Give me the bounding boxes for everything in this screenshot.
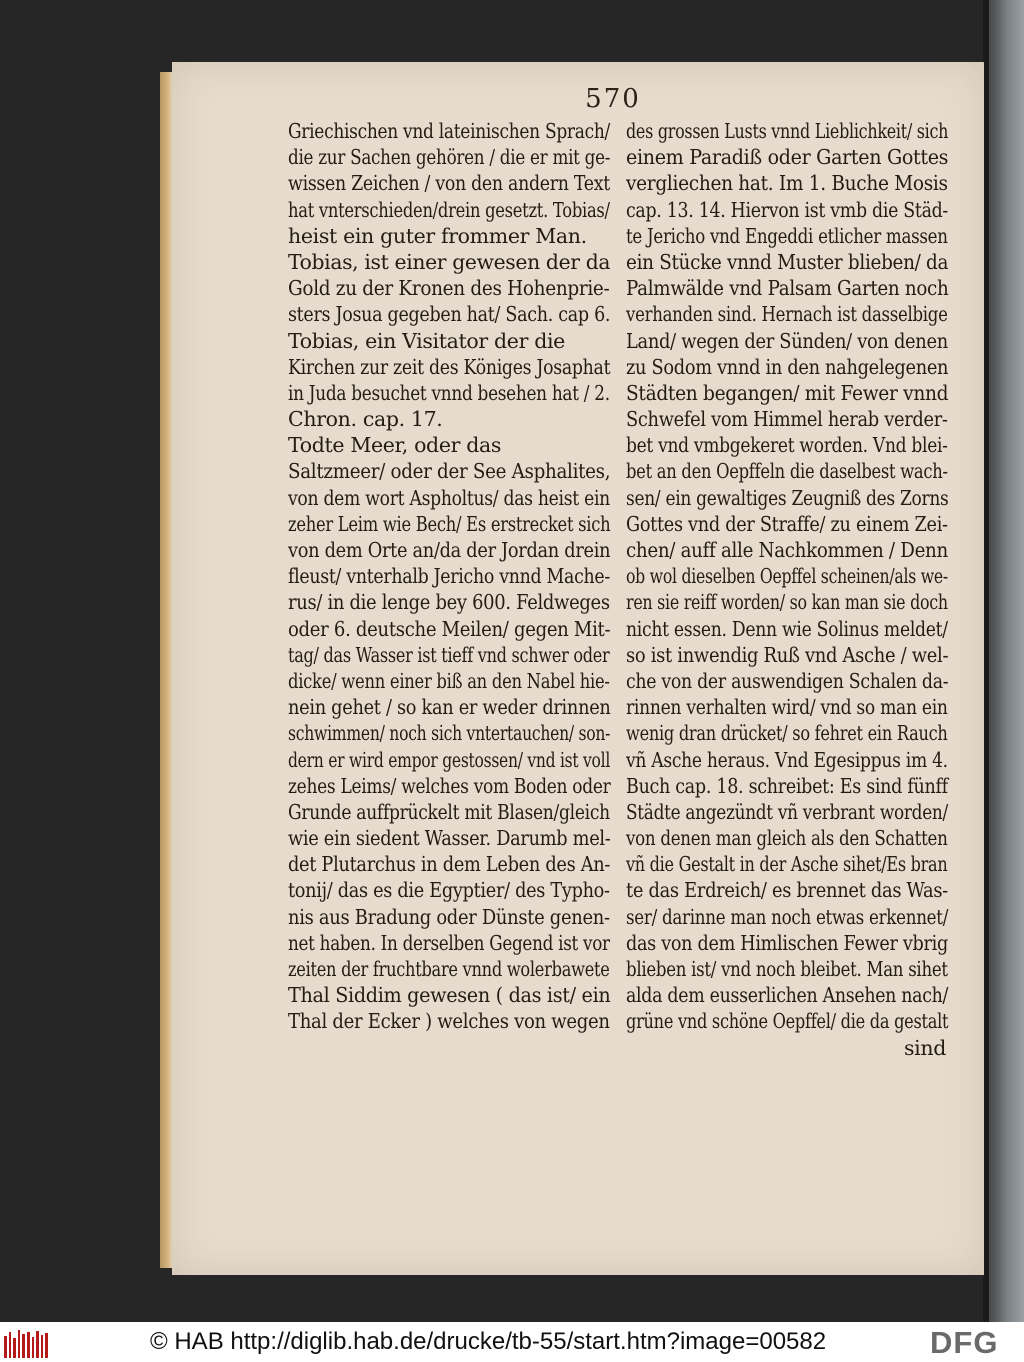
text-line: chen/ auff alle Nachkommen / Denn (626, 538, 948, 562)
text-line: dicke/ wenn einer biß an den Nabel hie- (288, 668, 610, 693)
text-line: Städten begangen/ mit Fewer vnnd (626, 380, 949, 405)
text-line: blieben ist/ vnd noch bleibet. Man sihet (626, 957, 948, 981)
text-line: sind (903, 1035, 946, 1060)
text-line: Chron. cap. 17. (288, 407, 443, 432)
text-line: Grunde auffprückelt mit Blasen/gleich (288, 799, 610, 824)
text-line: Land/ wegen der Sünden/ von denen (626, 328, 948, 353)
text-line: von denen man gleich als den Schatten (626, 826, 948, 851)
text-line: des grossen Lusts vnnd Lieblichkeit/ sich (626, 119, 949, 143)
text-line: ser/ darinne man noch etwas erkennet/ (626, 904, 949, 929)
text-line: tag/ das Wasser ist tieff vnd schwer oder (288, 642, 610, 667)
text-line: vergliechen hat. Im 1. Buche Mosis (626, 171, 948, 196)
text-line: hat vnterschieden/drein gesetzt. Tobias/ (288, 197, 610, 222)
text-line: zeiten der fruchtbare vnnd wolerbawete (288, 957, 610, 981)
hab-logo-icon (4, 1328, 48, 1358)
text-line: vñ Asche heraus. Vnd Egesippus im 4. (626, 747, 948, 772)
text-line: Thal Siddim gewesen ( das ist/ ein (288, 983, 611, 1008)
text-line: nein gehet / so kan er weder drinnen (288, 695, 611, 720)
text-line: te das Erdreich/ es brennet das Was- (626, 878, 948, 903)
text-line: zu Sodom vnnd in den nahgelegenen (626, 354, 949, 379)
text-line: bet an den Oepffeln die daselbest wach- (626, 459, 948, 484)
text-line: Griechischen vnd lateinischen Sprach/ (288, 119, 610, 143)
text-line: net haben. In derselben Gegend ist vor (288, 930, 610, 955)
text-line: oder 6. deutsche Meilen/ gegen Mit- (288, 616, 611, 641)
text-line: Tobias, ein Visitator der die (288, 328, 565, 353)
text-line: alda dem eusserlichen Ansehen nach/ (626, 983, 949, 1008)
text-line: ren sie reiff worden/ so kan man sie doch (626, 590, 948, 615)
text-line: cap. 13. 14. Hiervon ist vmb die Städ- (626, 197, 949, 222)
text-line: Thal der Ecker ) welches von wegen (288, 1009, 610, 1034)
text-line: so ist inwendig Ruß vnd Asche / wel- (626, 642, 949, 667)
text-line: nis aus Bradung oder Dünste genen- (288, 904, 610, 929)
text-line: fleust/ vnterhalb Jericho vnnd Mache- (288, 564, 610, 589)
text-line: Todte Meer, oder das (288, 433, 502, 458)
text-line: sen/ ein gewaltiges Zeugniß des Zorns (626, 485, 949, 510)
text-line: det Plutarchus in dem Leben des An- (288, 852, 611, 877)
text-line: schwimmen/ noch sich vntertauchen/ son- (288, 721, 611, 746)
text-line: ein Stücke vnnd Muster blieben/ da (626, 249, 949, 274)
text-line: in Juda besuchet vnnd besehen hat / 2. (288, 380, 610, 405)
text-line: wenig dran drücket/ so fehret ein Rauch (626, 721, 948, 746)
text-line: verhanden sind. Hernach ist dasselbige (626, 302, 948, 327)
text-line: Tobias, ist einer gewesen der da (288, 249, 611, 274)
text-line: Gold zu der Kronen des Hohenprie- (288, 276, 610, 301)
text-line: dern er wird empor gestossen/ vnd ist voll (288, 747, 611, 772)
text-line: nicht essen. Denn wie Solinus meldet/ (626, 616, 948, 641)
text-line: Gottes vnd der Straffe/ zu einem Zei- (626, 511, 948, 536)
footer-bar (0, 1322, 1024, 1362)
text-line: das von dem Himlischen Fewer vbrig (626, 930, 948, 955)
text-line: bet vnd vmbgekeret worden. Vnd blei- (626, 433, 948, 458)
text-line: grüne vnd schöne Oepffel/ die da gestalt (626, 1009, 949, 1034)
text-line: Buch cap. 18. schreibet: Es sind fünff (626, 773, 948, 798)
copyright-link[interactable]: © HAB http://diglib.hab.de/drucke/tb-55/start.htm?image=00582 (150, 1328, 827, 1355)
text-line: Saltzmeer/ oder der See Asphalites, (288, 459, 611, 484)
text-line: ob wol dieselben Oepffel scheinen/als we- (626, 564, 948, 589)
text-line: che von der auswendigen Schalen da- (626, 668, 949, 693)
text-line: te Jericho vnd Engeddi etlicher massen (626, 223, 948, 248)
text-line: Schwefel vom Himmel herab verder- (626, 407, 948, 432)
text-line: vñ die Gestalt in der Asche sihet/Es bran (626, 852, 948, 877)
left-text-column (288, 118, 611, 1035)
text-line: Städte angezündt vñ verbrant worden/ (626, 799, 948, 824)
text-line: heist ein guter frommer Man. (288, 223, 587, 248)
text-line: wissen Zeichen / von den andern Text (288, 171, 610, 196)
text-line: Kirchen zur zeit des Königes Josaphat (288, 354, 611, 379)
text-line: von dem wort Aspholtus/ das heist ein (288, 485, 610, 510)
text-line: einem Paradiß oder Garten Gottes (626, 145, 949, 170)
right-text-column (626, 118, 949, 1061)
text-line: zehes Leims/ welches vom Boden oder (288, 773, 611, 798)
text-line: Palmwälde vnd Palsam Garten noch (626, 276, 949, 301)
text-line: zeher Leim wie Bech/ Es erstrecket sich (288, 511, 611, 536)
text-line: wie ein siedent Wasser. Darumb mel- (288, 826, 611, 851)
text-line: die zur Sachen gehören / die er mit ge- (288, 145, 611, 170)
adjacent-page-strip (983, 0, 1024, 1322)
dfg-logo: DFG (930, 1325, 999, 1360)
text-line: von dem Orte an/da der Jordan drein (288, 538, 611, 562)
text-line: sters Josua gegeben hat/ Sach. cap 6. (288, 302, 611, 327)
text-line: rus/ in die lenge bey 600. Feldweges (288, 590, 610, 615)
text-line: rinnen verhalten wird/ vnd so man ein (626, 695, 948, 720)
page-number: 570 (585, 84, 641, 114)
text-line: tonij/ das es die Egyptier/ des Typho- (288, 878, 610, 903)
